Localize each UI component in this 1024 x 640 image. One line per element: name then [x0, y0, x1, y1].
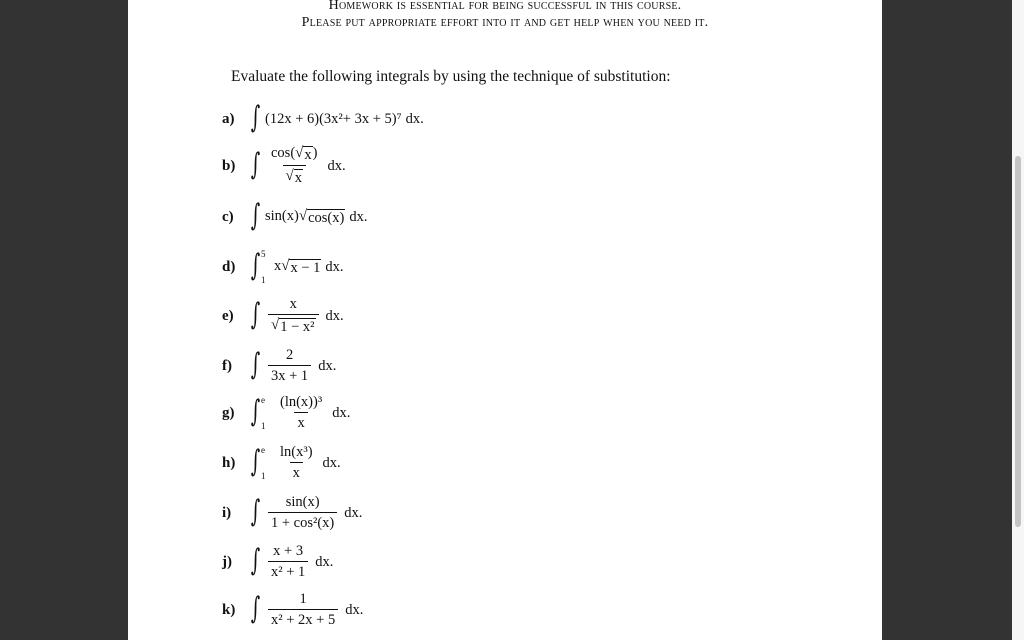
integral-sign: ∫ — [250, 394, 261, 429]
differential: dx. — [332, 404, 351, 421]
integrand-expression — [265, 111, 402, 128]
differential: dx. — [322, 454, 341, 471]
radical-sign: √ — [285, 168, 294, 184]
math-text: 1 + cos²(x) — [271, 515, 335, 531]
integrand — [265, 543, 311, 581]
integral-sign: ∫ — [250, 444, 261, 479]
upper-limit: 5 — [261, 249, 266, 259]
integrand — [265, 494, 340, 532]
lower-limit: 1 — [261, 275, 266, 285]
math-text: x — [297, 415, 305, 431]
problem-label: b) — [222, 157, 236, 174]
fraction — [268, 347, 311, 385]
instructions: Evaluate the following integrals by using the technique of substitution: — [231, 68, 671, 85]
integral-sign: ∫ — [250, 494, 261, 529]
denominator — [268, 365, 311, 385]
differential: dx. — [345, 601, 364, 618]
radical-sign: √ — [295, 145, 304, 162]
upper-limit: e — [261, 445, 265, 455]
square-root — [271, 318, 316, 336]
problem-label: a) — [222, 110, 235, 127]
denominator — [268, 609, 338, 629]
fraction — [268, 145, 321, 186]
problem-a — [222, 99, 424, 139]
upper-limit: e — [261, 395, 265, 405]
problem-b — [222, 146, 346, 186]
integrand — [265, 145, 324, 186]
integrand — [265, 347, 314, 385]
differential: dx. — [349, 208, 368, 225]
document-page — [128, 0, 882, 640]
problem-label: d) — [222, 258, 236, 275]
radical-sign: √ — [298, 207, 308, 224]
scrollbar-thumb[interactable] — [1015, 156, 1021, 527]
problem-label: k) — [222, 601, 236, 618]
fraction — [268, 543, 308, 581]
denominator — [290, 462, 303, 482]
integral-sign: ∫ — [250, 591, 261, 626]
integrand-expression — [265, 208, 345, 227]
square-root — [299, 209, 345, 227]
fraction — [268, 296, 319, 336]
integral-sign: ∫ — [250, 297, 261, 332]
numerator — [287, 296, 300, 314]
denominator — [268, 314, 319, 336]
problem-f — [222, 346, 336, 386]
integrand — [265, 591, 341, 629]
problem-label: g) — [222, 404, 235, 421]
radicand: x − 1 — [290, 259, 321, 276]
radicand: 1 − x² — [280, 319, 315, 336]
radicand: cos(x) — [308, 209, 345, 226]
math-text: 1 — [299, 591, 307, 607]
integral-limits — [261, 395, 271, 431]
problem-d — [222, 247, 344, 287]
math-text: x + 3 — [273, 543, 304, 559]
differential: dx. — [344, 504, 363, 521]
numerator — [283, 347, 296, 365]
integral-sign: ∫ — [250, 147, 261, 182]
integral-sign: ∫ — [250, 347, 261, 382]
math-text: sin(x) — [265, 207, 299, 224]
math-text: (12x + 6)(3x²+ 3x + 5)⁷ — [265, 110, 402, 127]
lower-limit: 1 — [261, 471, 266, 481]
integral-limits — [261, 445, 271, 481]
numerator — [268, 145, 321, 165]
differential: dx. — [405, 110, 424, 127]
math-text: 3x + 1 — [271, 368, 309, 384]
integrand — [274, 258, 321, 277]
differential: dx. — [325, 307, 344, 324]
math-text: ln(x³) — [280, 444, 313, 460]
math-text: 2 — [285, 347, 294, 363]
integrand — [265, 111, 402, 128]
problem-label: j) — [222, 553, 232, 570]
math-text: x — [292, 465, 300, 481]
math-text: x — [289, 296, 297, 313]
numerator — [277, 444, 316, 462]
problem-j — [222, 542, 333, 582]
integral-sign: ∫ — [250, 198, 261, 233]
fraction — [277, 444, 316, 482]
problem-e — [222, 296, 344, 336]
problem-c — [222, 197, 367, 237]
math-text: (ln(x))³ — [280, 394, 323, 410]
integral-sign: ∫ — [250, 248, 261, 283]
problem-label: e) — [222, 307, 234, 324]
math-text: cos( — [271, 145, 296, 162]
square-root — [295, 146, 312, 164]
header-line-1: Homework is essential for being successful in this course. — [328, 0, 682, 13]
header-line-2: Please put appropriate effort into it and get help when you need it. — [301, 15, 709, 30]
denominator — [294, 412, 307, 432]
numerator — [283, 494, 323, 512]
square-root — [281, 259, 321, 277]
problem-label: h) — [222, 454, 236, 471]
math-text: x — [274, 257, 282, 274]
problem-h — [222, 443, 341, 483]
problem-label: i) — [222, 504, 232, 521]
radical-sign: √ — [271, 317, 280, 334]
integral-sign: ∫ — [250, 543, 261, 578]
differential: dx. — [325, 258, 344, 275]
radicand: x — [294, 170, 302, 186]
differential: dx. — [327, 157, 346, 174]
integrand — [274, 394, 328, 432]
math-text: x² + 1 — [271, 564, 306, 580]
integrand — [265, 296, 322, 336]
problem-i — [222, 493, 362, 533]
integrand — [265, 208, 345, 227]
math-text: x² + 2x + 5 — [271, 612, 336, 628]
differential: dx. — [315, 553, 334, 570]
numerator — [296, 591, 309, 609]
fraction — [277, 394, 325, 432]
math-text: sin(x) — [285, 494, 320, 510]
radical-sign: √ — [281, 257, 290, 274]
lower-limit: 1 — [261, 421, 266, 431]
fraction — [268, 591, 338, 629]
problem-g — [222, 393, 350, 433]
denominator — [268, 561, 308, 581]
square-root — [286, 169, 303, 187]
radicand: x — [304, 147, 312, 164]
problem-label: f) — [222, 357, 232, 374]
differential: dx. — [318, 357, 337, 374]
math-text: ) — [312, 145, 318, 162]
numerator — [277, 394, 325, 412]
problem-label: c) — [222, 208, 234, 225]
integrand-expression — [274, 258, 321, 277]
denominator — [283, 165, 306, 187]
denominator — [268, 512, 337, 532]
fraction — [268, 494, 337, 532]
integral-limits — [261, 249, 271, 285]
integral-sign: ∫ — [250, 100, 261, 135]
integrand — [274, 444, 319, 482]
numerator — [270, 543, 306, 561]
problem-k — [222, 590, 363, 630]
